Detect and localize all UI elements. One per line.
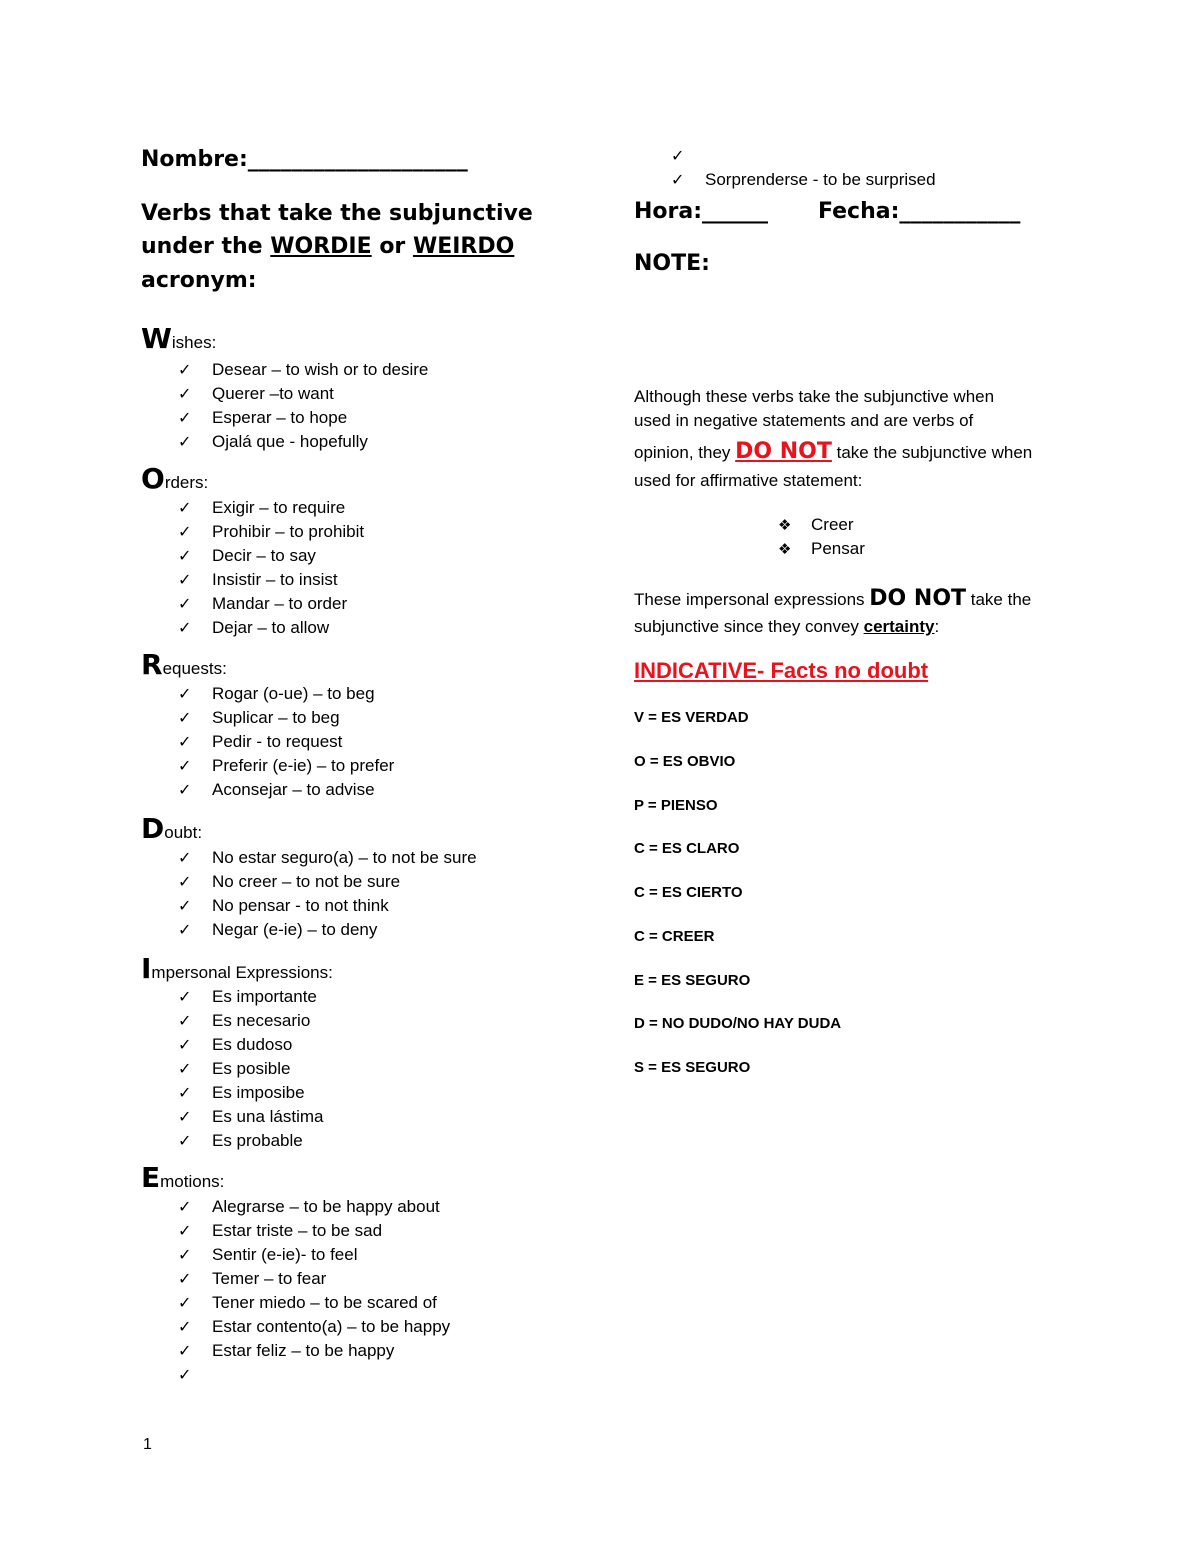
list-item-text: No estar seguro(a) – to not be sure [212,848,477,867]
list-item-text: Es una lástima [212,1107,324,1126]
checkmark-icon: ✓ [178,522,192,541]
list-item-text: Temer – to fear [212,1269,327,1288]
list-item-text: Sorprenderse - to be surprised [705,170,936,189]
section-heading-rest: oubt: [164,823,203,842]
list-item [178,382,334,406]
checkmark-icon: ✓ [178,1221,192,1240]
checkmark-icon: ✓ [178,1245,192,1264]
list-item [178,1195,440,1219]
list-item-text: Exigir – to require [212,498,346,517]
section-heading [141,322,216,355]
checkmark-icon: ✓ [178,594,192,613]
list-item-text: Es imposibe [212,1083,305,1102]
list-item-text: Pedir - to request [212,732,343,751]
section-initial: E [141,1161,161,1194]
list-item [178,1105,324,1129]
note-line3-pre: opinion, they [634,443,736,462]
impersonal-paragraph-line2 [634,615,939,639]
acronym-line: C = CREER [634,927,715,945]
checkmark-icon: ✓ [178,708,192,727]
wordie-acronym: WORDIE [270,234,372,259]
section-heading [141,648,227,681]
do-not-emphasis: DO NOT [735,439,832,464]
list-item-text: Suplicar – to beg [212,708,340,727]
checkmark-icon: ✓ [178,1293,192,1312]
impersonal-line1-post: take the [966,590,1032,609]
section-heading [141,1161,224,1194]
page-title-line3: acronym: [141,268,257,293]
section-initial: I [141,952,152,985]
list-item [178,1081,305,1105]
list-item-text: Es probable [212,1131,303,1150]
list-item [178,1339,395,1363]
list-item [178,496,346,520]
section-heading [141,462,208,495]
page-number: 1 [143,1436,152,1453]
checkmark-icon: ✓ [178,546,192,565]
title-line2-pre: under the [141,234,271,259]
list-item [671,168,936,192]
section-heading-rest: motions: [160,1172,225,1191]
list-item-text: Sentir (e-ie)- to feel [212,1245,358,1264]
section-initial: O [141,462,165,495]
list-item [178,985,317,1009]
list-item [178,1033,293,1057]
acronym-line: C = ES CLARO [634,840,740,858]
list-item [178,754,395,778]
list-item-text: Es posible [212,1059,291,1078]
list-item [178,616,330,640]
acronym-line: O = ES OBVIO [634,752,736,770]
checkmark-icon: ✓ [178,1341,192,1360]
page-title-line1: Verbs that take the subjunctive [141,201,533,226]
fecha-field: Fecha:___________ [818,199,1021,224]
acronym-line: E = ES SEGURO [634,971,751,989]
list-item-text: Esperar – to hope [212,408,348,427]
page-title-line2 [141,230,514,263]
list-item-text: No pensar - to not think [212,896,389,915]
list-item [178,1363,196,1387]
checkmark-icon: ✓ [178,780,192,799]
list-item-text: Ojalá que - hopefully [212,432,368,451]
impersonal-line1-pre: These impersonal expressions [634,590,870,609]
list-item [178,1243,358,1267]
list-item-text: Alegrarse – to be happy about [212,1197,440,1216]
list-item [178,1315,451,1339]
certainty-word: certainty [863,617,935,636]
list-item [178,894,389,918]
opinion-verb-item [778,537,865,561]
list-item [178,1129,303,1153]
acronym-line: V = ES VERDAD [634,709,749,726]
list-item [178,544,316,568]
indicative-heading: INDICATIVE- Facts no doubt [634,658,929,683]
diamond-bullet-icon: ❖ [778,540,792,558]
checkmark-icon: ✓ [178,848,192,867]
note-line3-post: take the subjunctive when [831,443,1033,462]
section-heading-rest: equests: [162,659,227,678]
section-heading [141,952,333,985]
impersonal-paragraph-line1 [634,587,1031,612]
do-not-emphasis-2: DO NOT [869,586,967,611]
checkmark-icon: ✓ [178,1107,192,1126]
section-heading [141,812,202,845]
list-item-text: Estar contento(a) – to be happy [212,1317,451,1336]
checkmark-icon: ✓ [178,384,192,403]
list-item [178,568,338,592]
section-initial: R [141,648,163,681]
list-item [178,846,477,870]
checkmark-icon: ✓ [671,170,685,189]
list-item-text: Desear – to wish or to desire [212,360,429,379]
checkmark-icon: ✓ [178,1131,192,1150]
list-item-text: Preferir (e-ie) – to prefer [212,756,395,775]
checkmark-icon: ✓ [178,1059,192,1078]
list-item [178,706,340,730]
list-item [178,730,343,754]
checkmark-icon: ✓ [178,432,192,451]
impersonal-line2-pre: subjunctive since they convey [634,617,864,636]
section-initial: D [141,812,165,845]
hora-field: Hora:______ [634,199,769,224]
list-item-text: Es importante [212,987,317,1006]
section-heading-rest: ishes: [171,333,217,352]
checkmark-icon: ✓ [178,732,192,751]
list-item-text: Es dudoso [212,1035,293,1054]
checkmark-icon: ✓ [178,756,192,775]
list-item-text: Mandar – to order [212,594,348,613]
weirdo-acronym: WEIRDO [412,234,515,259]
note-paragraph-line3 [634,440,1032,465]
opinion-verb-text: Pensar [811,539,865,558]
list-item [178,1057,291,1081]
list-item [178,406,348,430]
section-heading-rest: mpersonal Expressions: [151,963,333,982]
acronym-line: P = PIENSO [634,796,718,814]
note-paragraph-line1: Although these verbs take the subjunctive when [634,387,995,406]
opinion-verb-item [778,513,854,537]
list-item-text: No creer – to not be sure [212,872,401,891]
list-item [178,870,401,894]
list-item [178,778,375,802]
checkmark-icon: ✓ [178,1197,192,1216]
checkmark-icon: ✓ [178,1317,192,1336]
list-item-text: Es necesario [212,1011,311,1030]
note-paragraph-line4: used for affirmative statement: [634,471,863,490]
acronym-line: D = NO DUDO/NO HAY DUDA [634,1015,842,1033]
section-heading-rest: rders: [164,473,209,492]
title-line2-mid: or [371,234,413,259]
section-initial: W [141,322,172,355]
checkmark-icon: ✓ [178,1011,192,1030]
list-item-text: Estar feliz – to be happy [212,1341,395,1360]
list-item [178,1009,311,1033]
list-item [178,1219,383,1243]
checkmark-icon: ✓ [178,684,192,703]
acronym-line: C = ES CIERTO [634,884,743,901]
impersonal-line2-post: : [934,617,940,636]
list-item-text: Decir – to say [212,546,316,565]
checkmark-icon: ✓ [178,498,192,517]
list-item [178,682,375,706]
opinion-verb-text: Creer [811,515,854,534]
list-item-text: Aconsejar – to advise [212,780,375,799]
checkmark-icon: ✓ [671,146,685,165]
checkmark-icon: ✓ [178,1083,192,1102]
list-item-text: Negar (e-ie) – to deny [212,920,378,939]
note-paragraph-line2: used in negative statements and are verbs of [634,411,974,430]
list-item [178,358,429,382]
checkmark-icon: ✓ [178,618,192,637]
checkmark-icon: ✓ [178,987,192,1006]
list-item-text: Insistir – to insist [212,570,338,589]
list-item [178,918,378,942]
list-item-text: Prohibir – to prohibit [212,522,365,541]
note-label: NOTE: [634,251,710,276]
checkmark-icon: ✓ [178,408,192,427]
list-item [178,520,365,544]
checkmark-icon: ✓ [178,1365,192,1384]
checkmark-icon: ✓ [178,360,192,379]
list-item [178,592,348,616]
acronym-line: S = ES SEGURO [634,1059,751,1076]
list-item [671,144,689,168]
list-item [178,430,368,454]
checkmark-icon: ✓ [178,570,192,589]
list-item-text: Tener miedo – to be scared of [212,1293,437,1312]
nombre-field: Nombre:____________________ [141,147,468,172]
list-item-text: Rogar (o-ue) – to beg [212,684,375,703]
checkmark-icon: ✓ [178,1269,192,1288]
checkmark-icon: ✓ [178,920,192,939]
list-item [178,1291,437,1315]
list-item-text: Dejar – to allow [212,618,330,637]
checkmark-icon: ✓ [178,896,192,915]
list-item-text: Querer –to want [212,384,334,403]
checkmark-icon: ✓ [178,872,192,891]
diamond-bullet-icon: ❖ [778,516,792,534]
list-item-text: Estar triste – to be sad [212,1221,383,1240]
list-item [178,1267,327,1291]
checkmark-icon: ✓ [178,1035,192,1054]
